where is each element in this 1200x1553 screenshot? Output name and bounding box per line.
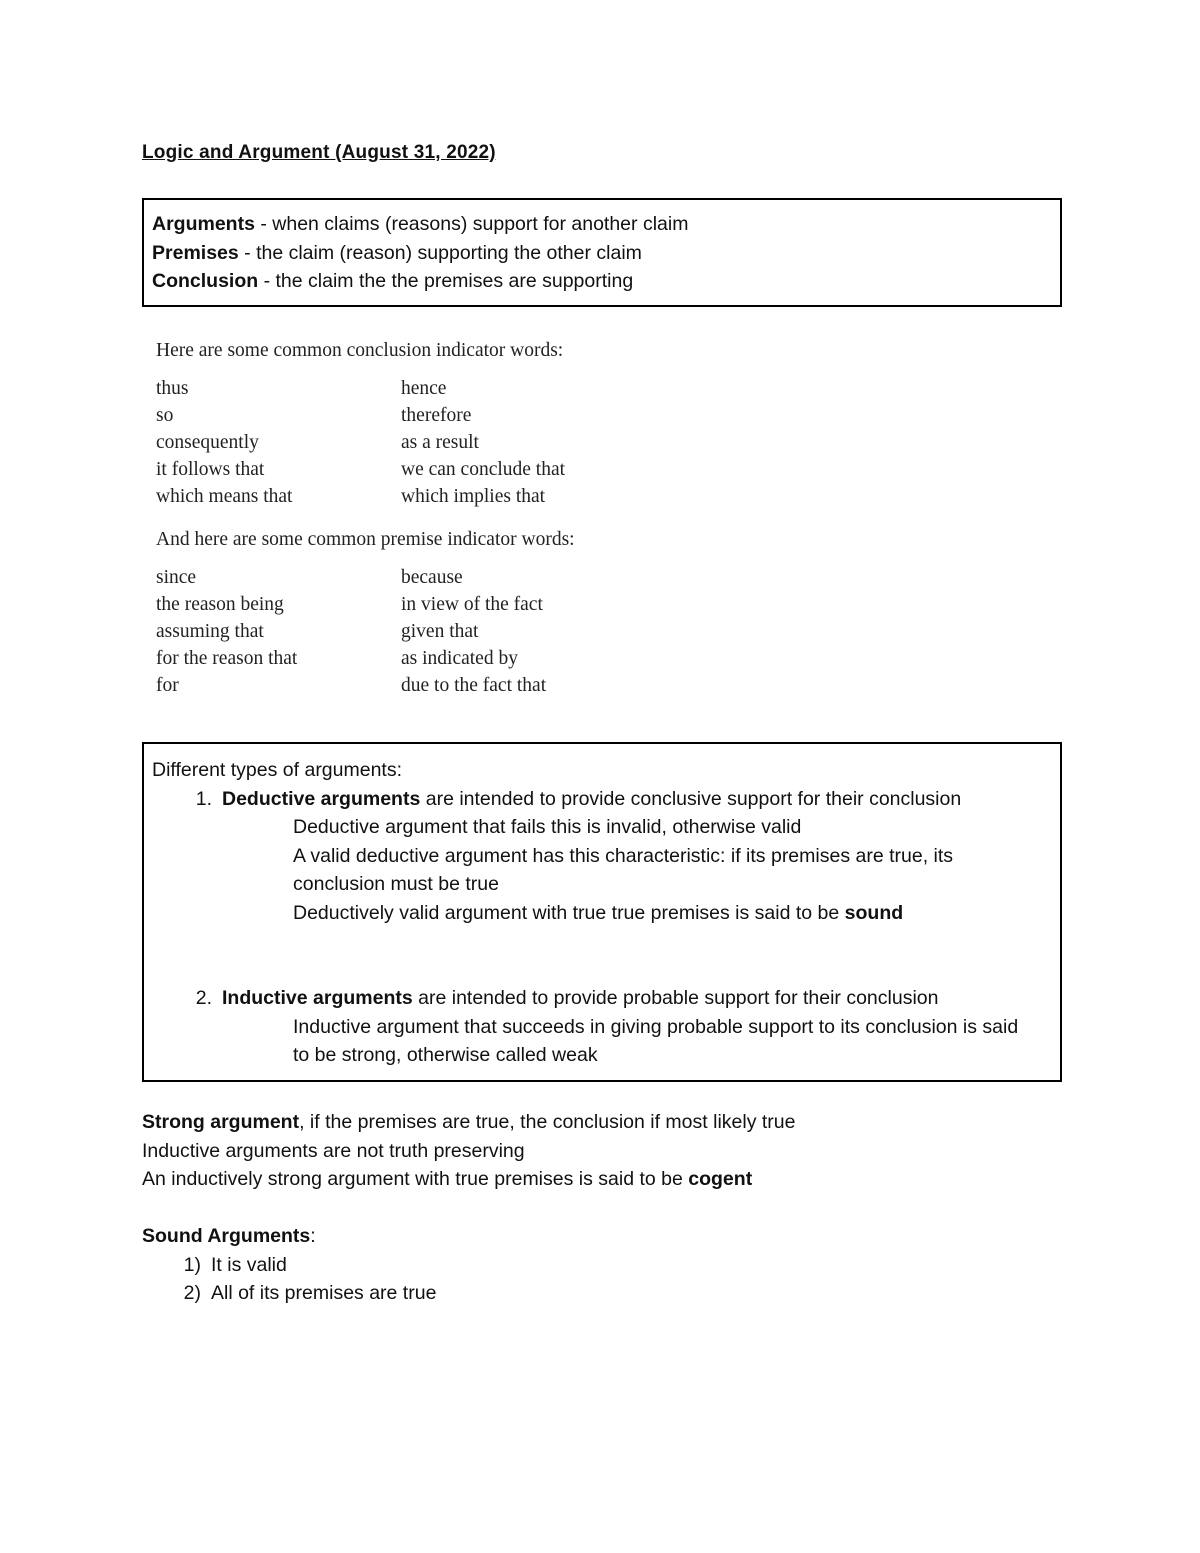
- strong-term: Strong argument: [142, 1111, 300, 1133]
- truth-preserving-line: Inductive arguments are not truth preserving: [142, 1139, 525, 1162]
- indicator-word: for the reason that: [156, 648, 298, 669]
- indicator-word: since: [156, 567, 197, 588]
- indicator-word: we can conclude that: [401, 459, 566, 480]
- table-row: [156, 375, 565, 402]
- indicator-word: hence: [401, 378, 447, 399]
- table-row: [156, 402, 565, 429]
- indicator-word: which implies that: [401, 486, 546, 507]
- inductive-term: Inductive arguments: [222, 987, 413, 1009]
- sound-arguments-term: Sound Arguments: [142, 1225, 311, 1247]
- indicator-word: which means that: [156, 486, 293, 507]
- indicator-word: in view of the fact: [401, 594, 543, 615]
- indicator-word: consequently: [156, 432, 259, 453]
- definition-text: - when claims (reasons) support for another claim: [254, 213, 689, 235]
- list-number: 1.: [195, 787, 212, 810]
- definition-conclusion: [152, 267, 1052, 296]
- list-number: 1): [183, 1253, 201, 1276]
- table-row: [156, 618, 546, 645]
- inductive-text: are intended to provide probable support for their conclusion: [412, 987, 939, 1009]
- strong-argument-line: [142, 1108, 1062, 1137]
- definition-premises: [152, 239, 1052, 268]
- indicator-word: because: [401, 567, 463, 588]
- strong-text: , if the premises are true, the conclusion if most likely true: [299, 1111, 796, 1133]
- deductive-detail-sound: [293, 899, 1043, 928]
- cogent-prefix: An inductively strong argument with true premises is said to be: [142, 1168, 689, 1190]
- indicator-word: therefore: [401, 405, 472, 426]
- definition-text: - the claim the the premises are supporting: [258, 270, 634, 292]
- argument-types-intro: Different types of arguments:: [152, 759, 403, 781]
- table-row: [156, 429, 565, 456]
- table-row: [156, 456, 565, 483]
- definitions-box: [142, 198, 1062, 307]
- table-row: [156, 591, 546, 618]
- indicator-word: thus: [156, 378, 189, 399]
- conclusion-indicator-heading: Here are some common conclusion indicator words:: [156, 340, 564, 361]
- definition-arguments: [152, 210, 1052, 239]
- list-number: 2.: [195, 987, 212, 1009]
- definition-term: Arguments: [152, 213, 255, 235]
- list-item-inductive: [152, 984, 1052, 1013]
- spacer: [152, 927, 1052, 984]
- indicator-word: so: [156, 405, 174, 426]
- list-text: [222, 785, 961, 814]
- list-item: [142, 1279, 1062, 1308]
- list-number: 2): [183, 1282, 201, 1304]
- deductive-text: are intended to provide conclusive support for their conclusion: [420, 787, 962, 810]
- inductive-detail: Inductive argument that succeeds in giving probable support to its conclusion is said to be strong, otherwise called weak: [293, 1015, 1019, 1066]
- indicator-word: it follows that: [156, 459, 265, 480]
- indicator-word: assuming that: [156, 621, 264, 642]
- sound-arguments-heading: [142, 1222, 1062, 1251]
- strong-argument-section: [142, 1108, 1062, 1194]
- indicator-word: the reason being: [156, 594, 284, 615]
- premise-indicator-section: [156, 528, 716, 699]
- table-row: [156, 645, 546, 672]
- table-row: [156, 672, 546, 699]
- conclusion-indicator-table: [156, 375, 565, 510]
- indicator-word: due to the fact that: [401, 675, 547, 696]
- sound-prefix: Deductively valid argument with true true premises is said to be: [293, 901, 845, 924]
- premise-indicator-heading: And here are some common premise indicator words:: [156, 529, 575, 550]
- deductive-detail: A valid deductive argument has this characteristic: if its premises are true, its conclusion must be true: [293, 844, 954, 895]
- list-item: [142, 1251, 1062, 1280]
- sound-arguments-section: [142, 1222, 1062, 1308]
- list-item-deductive: [152, 785, 1052, 814]
- list-text: It is valid: [211, 1253, 287, 1276]
- indicator-word: given that: [401, 621, 479, 642]
- definition-text: - the claim (reason) supporting the other claim: [238, 241, 642, 264]
- argument-types-box: [142, 742, 1062, 1082]
- sound-arguments-colon: :: [310, 1225, 316, 1247]
- definition-term: Premises: [152, 241, 239, 264]
- cogent-term: cogent: [688, 1168, 753, 1190]
- list-text: All of its premises are true: [211, 1282, 437, 1304]
- definition-term: Conclusion: [152, 270, 259, 292]
- cogent-line: [142, 1165, 1062, 1194]
- conclusion-indicator-section: [156, 339, 716, 510]
- deductive-detail: Deductive argument that fails this is invalid, otherwise valid: [293, 816, 802, 838]
- indicator-word: as a result: [401, 432, 479, 453]
- list-text: [222, 984, 938, 1013]
- table-row: [156, 564, 546, 591]
- premise-indicator-table: [156, 564, 546, 699]
- deductive-term: Deductive arguments: [222, 787, 421, 810]
- table-row: [156, 483, 565, 510]
- indicator-word: for: [156, 675, 179, 696]
- indicator-word: as indicated by: [401, 648, 518, 669]
- sound-term: sound: [844, 901, 904, 924]
- page-title: Logic and Argument (August 31, 2022): [142, 142, 496, 163]
